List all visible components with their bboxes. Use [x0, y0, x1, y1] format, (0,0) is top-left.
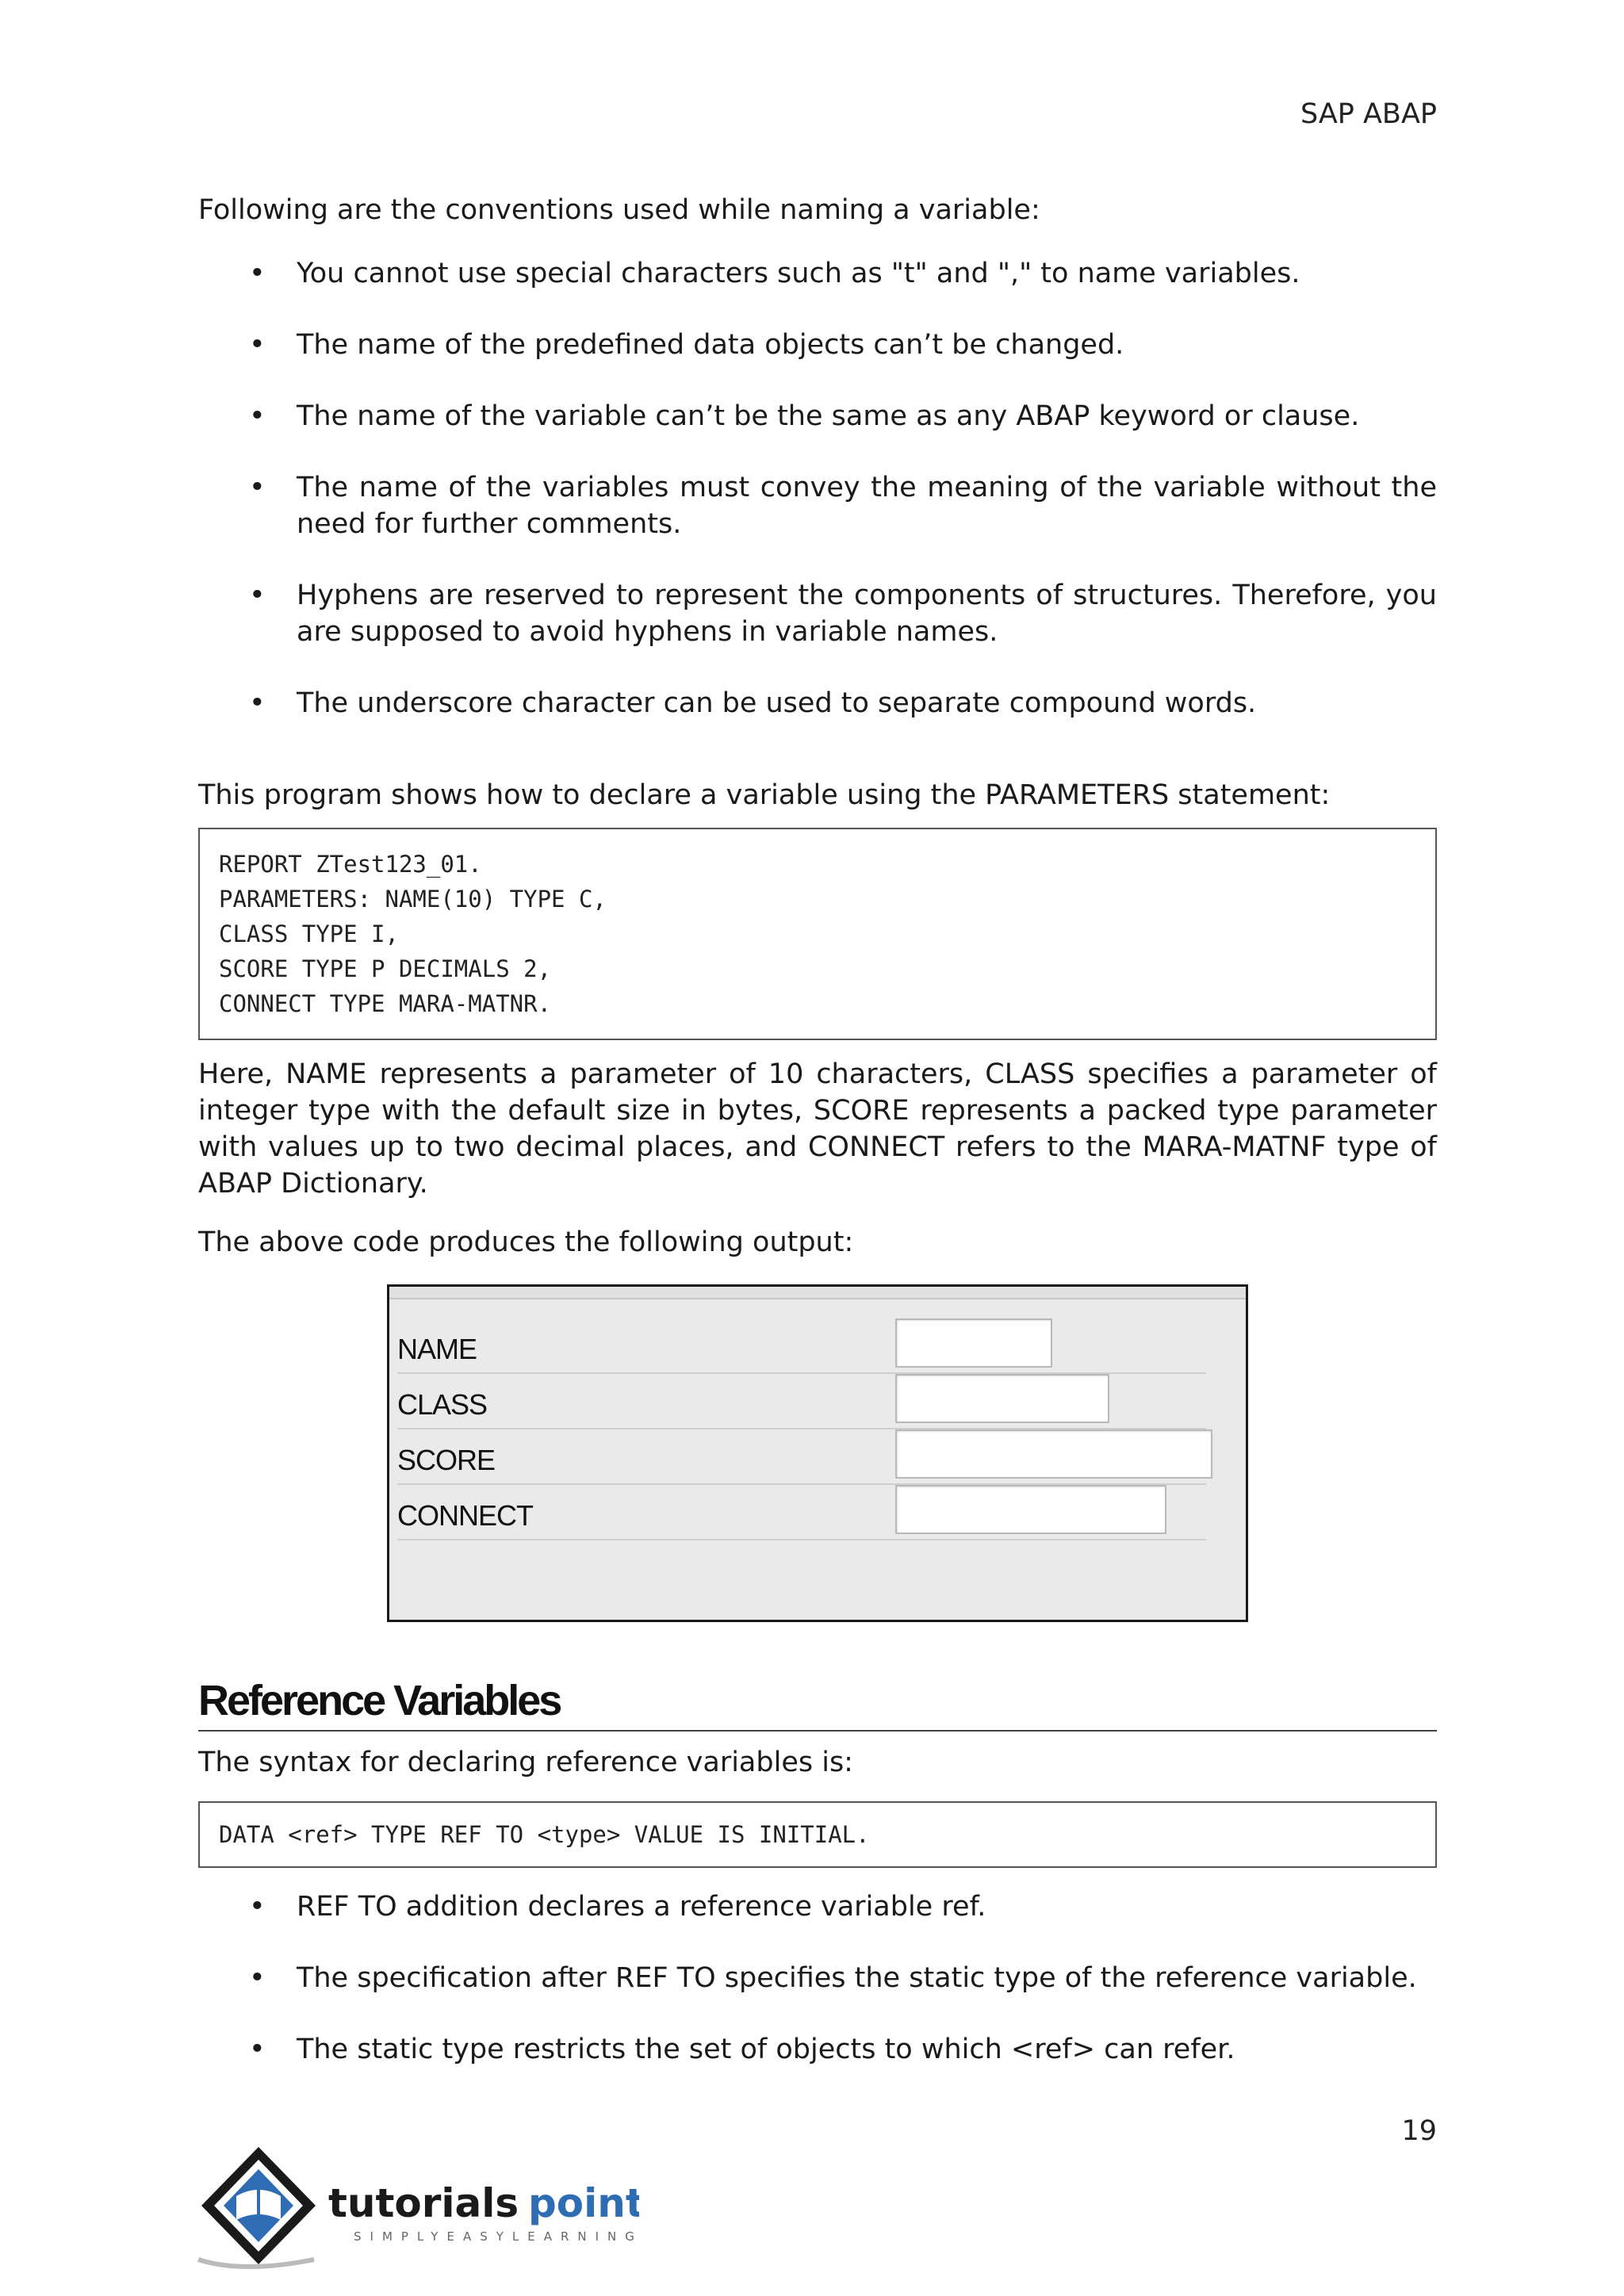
list-item: • The static type restricts the set of objects to which <ref> can refer.: [198, 2031, 1437, 2068]
name-input[interactable]: [895, 1318, 1052, 1368]
list-item: • You cannot use special characters such as "t" and "," to name variables.: [198, 255, 1437, 292]
section-heading: Reference Variables: [198, 1678, 1437, 1732]
output-intro-paragraph: The above code produces the following output:: [198, 1226, 854, 1258]
explanation-paragraph: Here, NAME represents a parameter of 10 characters, CLASS specifies a parameter of integer type with the default size in bytes, SCORE represents a packed type parameter with values up to two decimal places, and CONNECT refers to the MARA-MATNF type of ABAP Dictionary.: [198, 1058, 1437, 1200]
param-row-name: [397, 1318, 1206, 1374]
intro-paragraph: Following are the conventions used while naming a variable:: [198, 194, 1040, 226]
code-line: CLASS TYPE I,: [219, 920, 399, 947]
bullet-icon: •: [249, 687, 266, 719]
svg-text:SIMPLYEASYLEARNING: SIMPLYEASYLEARNING: [354, 2229, 639, 2244]
bullet-icon: •: [249, 472, 266, 503]
bullet-icon: •: [249, 400, 266, 432]
list-item: • The name of the variable can’t be the same as any ABAP keyword or clause.: [198, 398, 1437, 434]
list-item: • The specification after REF TO specifies the static type of the reference variable.: [198, 1960, 1437, 1996]
syntax-intro-paragraph: The syntax for declaring reference variables is:: [198, 1747, 853, 1778]
bullet-icon: •: [249, 580, 266, 611]
selection-screen-output: [387, 1284, 1248, 1622]
bullet-icon: •: [249, 1891, 266, 1923]
program-intro-paragraph: This program shows how to declare a variable using the PARAMETERS statement:: [198, 779, 1331, 811]
code-line: PARAMETERS: NAME(10) TYPE C,: [219, 886, 607, 913]
list-item: • The name of the variables must convey the meaning of the variable without the need for further comments.: [198, 469, 1437, 542]
bullet-icon: •: [249, 258, 266, 289]
svg-text:tutorials: tutorials: [328, 2180, 519, 2226]
code-line: CONNECT TYPE MARA-MATNR.: [219, 990, 552, 1017]
connect-input[interactable]: [895, 1485, 1166, 1534]
bullet-icon: •: [249, 1962, 266, 1994]
naming-conventions-list: [198, 255, 1437, 721]
logo-icon: [195, 2141, 639, 2275]
page-content: [198, 192, 1437, 2103]
tutorialspoint-logo: [195, 2141, 639, 2279]
code-line: REPORT ZTest123_01.: [219, 851, 482, 878]
list-item: • The underscore character can be used to separate compound words.: [198, 685, 1437, 721]
list-item: • The name of the predefined data objects can’t be changed.: [198, 327, 1437, 363]
score-input[interactable]: [895, 1429, 1212, 1479]
page-number: 19: [1401, 2115, 1437, 2147]
param-label: CONNECT: [397, 1499, 533, 1532]
param-label: CLASS: [397, 1388, 488, 1421]
reference-points-list: [198, 1888, 1437, 2068]
param-row-class: [397, 1374, 1206, 1429]
param-label: SCORE: [397, 1444, 496, 1476]
param-label: NAME: [397, 1333, 477, 1365]
param-row-connect: [397, 1485, 1206, 1540]
running-header: SAP ABAP: [1300, 98, 1437, 130]
code-block-reference: [198, 1801, 1437, 1868]
svg-text:point: point: [528, 2180, 639, 2226]
code-block-parameters: [198, 828, 1437, 1040]
code-line: SCORE TYPE P DECIMALS 2,: [219, 955, 552, 982]
list-item: • Hyphens are reserved to represent the components of structures. Therefore, you are supposed to avoid hyphens in variable names.: [198, 577, 1437, 650]
list-item: • REF TO addition declares a reference variable ref.: [198, 1888, 1437, 1925]
class-input[interactable]: [895, 1374, 1109, 1423]
screen-top-bar: [389, 1287, 1246, 1299]
param-row-score: [397, 1429, 1206, 1485]
bullet-icon: •: [249, 329, 266, 361]
bullet-icon: •: [249, 2034, 266, 2065]
code-line: DATA <ref> TYPE REF TO <type> VALUE IS INITIAL.: [219, 1821, 870, 1848]
